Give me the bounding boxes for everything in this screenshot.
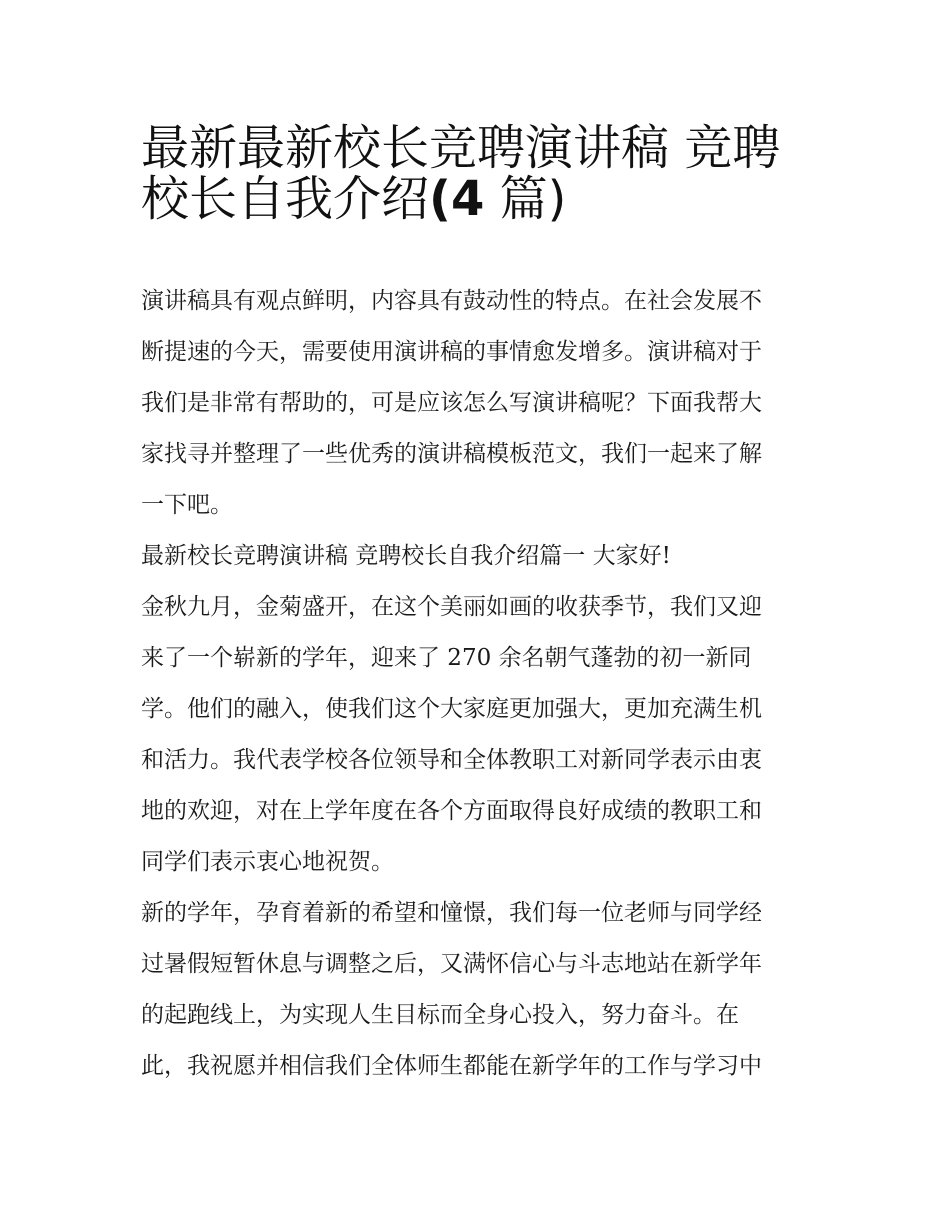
- paragraph-line: 的起跑线上，为实现人生目标而全身心投入，努力奋斗。在: [141, 1002, 739, 1028]
- paragraph-line: 金秋九月，金菊盛开，在这个美丽如画的收获季节，我们又迎: [141, 594, 762, 620]
- paragraph-line: 同学们表示衷心地祝贺。: [141, 849, 394, 875]
- document-body: [141, 276, 813, 1092]
- document-title: [141, 112, 821, 227]
- paragraph-line: 和活力。我代表学校各位领导和全体教职工对新同学表示由衷: [141, 747, 762, 773]
- title-line-2-text: 校长自我介绍: [141, 171, 430, 227]
- section-heading-paragraph: [141, 531, 813, 582]
- paragraph-line: 来了一个崭新的学年，迎来了 270 余名朝气蓬勃的初一新同: [141, 645, 752, 671]
- paragraph-line: 此，我祝愿并相信我们全体师生都能在新学年的工作与学习中: [141, 1053, 762, 1079]
- paragraph-line: 新的学年，孕育着新的希望和憧憬，我们每一位老师与同学经: [141, 900, 762, 926]
- paragraph-line: 断提速的今天，需要使用演讲稿的事情愈发增多。演讲稿对于: [141, 339, 762, 365]
- paragraph-line: 一下吧。: [141, 492, 233, 518]
- title-line-2-count: (4: [429, 171, 485, 227]
- speech-paragraph-2: [141, 888, 813, 1092]
- paragraph-line: 地的欢迎，对在上学年度在各个方面取得良好成绩的教职工和: [141, 798, 762, 824]
- paragraph-line: 家找寻并整理了一些优秀的演讲稿模板范文，我们一起来了解: [141, 441, 762, 467]
- paragraph-line: 最新校长竞聘演讲稿 竞聘校长自我介绍篇一 大家好!: [141, 543, 671, 569]
- title-line-2-suffix: 篇): [484, 171, 567, 227]
- speech-paragraph-1: [141, 582, 813, 888]
- paragraph-line: 我们是非常有帮助的，可是应该怎么写演讲稿呢？下面我帮大: [141, 390, 762, 416]
- paragraph-line: 演讲稿具有观点鲜明，内容具有鼓动性的特点。在社会发展不: [141, 288, 762, 314]
- intro-paragraph: [141, 276, 813, 531]
- paragraph-line: 过暑假短暂休息与调整之后，又满怀信心与斗志地站在新学年: [141, 951, 762, 977]
- title-line-1: 最新最新校长竞聘演讲稿 竞聘: [141, 120, 781, 176]
- paragraph-line: 学。他们的融入，使我们这个大家庭更加强大，更加充满生机: [141, 696, 762, 722]
